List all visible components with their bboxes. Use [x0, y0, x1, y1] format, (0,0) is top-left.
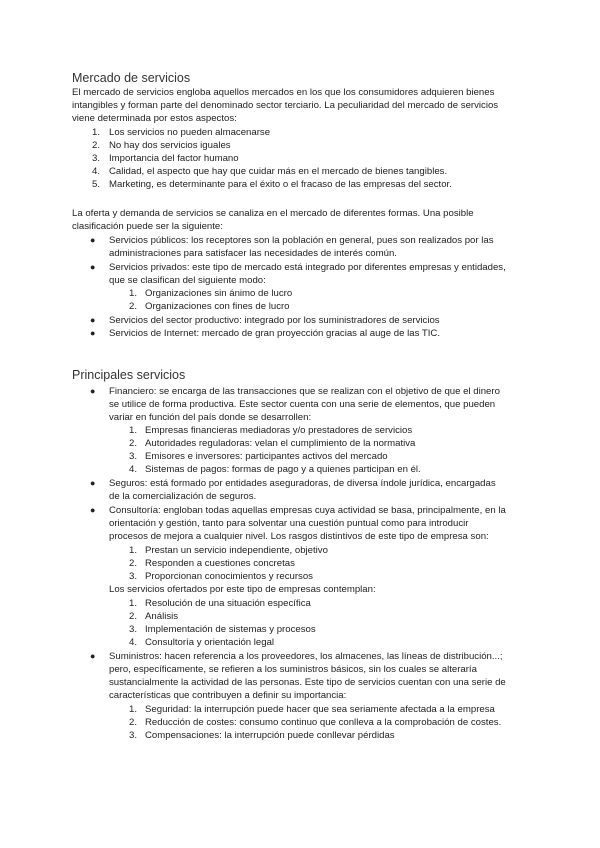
- list-number: 4.: [128, 637, 137, 648]
- list-number: 2.: [128, 558, 137, 569]
- aspect-item: Los servicios no pueden almacenarse: [109, 127, 271, 138]
- bullet-icon: ●: [90, 651, 96, 661]
- financial-sub-item: Sistemas de pagos: formas de pago y a quienes participan en él.: [145, 464, 421, 475]
- consulting-service: Implementación de sistemas y procesos: [145, 624, 316, 635]
- classification-intro: La oferta y demanda de servicios se canaliza en el mercado de diferentes formas. Una posible: [72, 208, 474, 219]
- list-number: 1.: [91, 127, 100, 138]
- bullet-icon: ●: [90, 386, 96, 396]
- consulting-service: Análisis: [145, 611, 179, 622]
- intro-line: viene determinada por estos aspectos:: [72, 113, 237, 124]
- list-number: 2.: [128, 301, 137, 312]
- private-services: que se clasifican del siguiente modo:: [109, 275, 266, 286]
- consulting-trait: Prestan un servicio independiente, objetivo: [145, 545, 328, 556]
- bullet-icon: ●: [90, 235, 96, 245]
- consulting-text: orientación y gestión, tanto para solventar una cuestión puntual como para introducir: [109, 518, 469, 529]
- consulting-trait: Proporcionan conocimientos y recursos: [145, 571, 313, 582]
- intro-line: El mercado de servicios engloba aquellos mercados en los que los consumidores adquieren bienes: [72, 87, 495, 98]
- list-number: 5.: [91, 179, 100, 190]
- list-number: 4.: [91, 166, 100, 177]
- consulting-text: procesos de mejora a cualquier nivel. Los rasgos distintivos de este tipo de empresa son:: [109, 531, 489, 542]
- section-heading-mercado: Mercado de servicios: [72, 71, 191, 85]
- consulting-service: Resolución de una situación específica: [145, 598, 311, 609]
- supplies-sub-item: Reducción de costes: consumo continuo que conlleva a la comprobación de costes.: [145, 717, 502, 728]
- insurance-text: de la comercialización de seguros.: [109, 491, 257, 502]
- productive-services: Servicios del sector productivo: integrado por los suministradores de servicios: [109, 315, 440, 326]
- supplies-text: sustancialmente la actividad de las personas. Este tipo de servicios cuentan con una serie de: [109, 677, 506, 688]
- list-number: 1.: [128, 425, 137, 436]
- list-number: 4.: [128, 464, 137, 475]
- bullet-icon: ●: [90, 315, 96, 325]
- bullet-icon: ●: [90, 328, 96, 338]
- supplies-text: pero, específicamente, se refieren a los suministros básicos, sin los cuales se alteraría: [109, 664, 477, 675]
- financial-text: Financiero: se encarga de las transacciones que se realizan con el objetivo de que el dinero: [109, 386, 500, 397]
- private-sub-item: Organizaciones sin ánimo de lucro: [145, 288, 293, 299]
- list-number: 1.: [128, 545, 137, 556]
- bullet-icon: ●: [90, 262, 96, 272]
- list-number: 2.: [91, 140, 100, 151]
- insurance-text: Seguros: está formado por entidades aseguradoras, de diversa índole jurídica, encargadas: [109, 478, 496, 489]
- section-heading-principales: Principales servicios: [72, 368, 186, 382]
- list-number: 2.: [128, 611, 137, 622]
- consulting-service: Consultoría y orientación legal: [145, 637, 275, 648]
- aspect-item: No hay dos servicios iguales: [109, 140, 231, 151]
- classification-intro: clasificación puede ser la siguiente:: [72, 221, 223, 232]
- bullet-icon: ●: [90, 478, 96, 488]
- aspect-item: Importancia del factor humano: [109, 153, 239, 164]
- bullet-icon: ●: [90, 505, 96, 515]
- list-number: 3.: [91, 153, 100, 164]
- private-services: Servicios privados: este tipo de mercado está integrado por diferentes empresas y entidades,: [109, 262, 506, 273]
- list-number: 3.: [128, 730, 137, 741]
- supplies-sub-item: Seguridad: la interrupción puede hacer que sea seriamente afectada a la empresa: [145, 704, 495, 715]
- financial-sub-item: Empresas financieras mediadoras y/o prestadores de servicios: [145, 425, 413, 436]
- list-number: 3.: [128, 451, 137, 462]
- list-number: 2.: [128, 438, 137, 449]
- list-number: 1.: [128, 704, 137, 715]
- supplies-text: Suministros: hacen referencia a los proveedores, los almacenes, las líneas de distribución...;: [109, 651, 503, 662]
- consulting-trait: Responden a cuestiones concretas: [145, 558, 295, 569]
- list-number: 3.: [128, 624, 137, 635]
- financial-text: se utilice de forma productiva. Este sector cuenta con una serie de elementos, que pueden: [109, 399, 496, 410]
- internet-services: Servicios de Internet: mercado de gran proyección gracias al auge de las TIC.: [109, 328, 440, 339]
- public-services: administraciones para satisfacer las necesidades de interés común.: [109, 248, 397, 259]
- list-number: 1.: [128, 288, 137, 299]
- supplies-sub-item: Compensaciones: la interrupción puede conllevar pérdidas: [145, 730, 395, 741]
- private-sub-item: Organizaciones con fines de lucro: [145, 301, 290, 312]
- consulting-offer: Los servicios ofertados por este tipo de empresas contemplan:: [109, 584, 376, 595]
- aspect-item: Marketing, es determinante para el éxito o el fracaso de las empresas del sector.: [109, 179, 452, 190]
- financial-sub-item: Autoridades reguladoras: velan el cumplimiento de la normativa: [145, 438, 416, 449]
- list-number: 2.: [128, 717, 137, 728]
- list-number: 1.: [128, 598, 137, 609]
- consulting-text: Consultoría: engloban todas aquellas empresas cuya actividad se basa, principalmente, en la: [109, 505, 506, 516]
- public-services: Servicios públicos: los receptores son la población en general, pues son realizados por las: [109, 235, 494, 246]
- financial-text: variar en función del país donde se desarrollen:: [109, 412, 312, 423]
- list-number: 3.: [128, 571, 137, 582]
- aspect-item: Calidad, el aspecto que hay que cuidar más en el mercado de bienes tangibles.: [109, 166, 448, 177]
- financial-sub-item: Emisores e inversores: participantes activos del mercado: [145, 451, 388, 462]
- intro-line: intangibles y forman parte del denominado sector terciario. La peculiaridad del mercado de servicios: [72, 100, 499, 111]
- supplies-text: características que contribuyen a definir su importancia:: [109, 690, 347, 701]
